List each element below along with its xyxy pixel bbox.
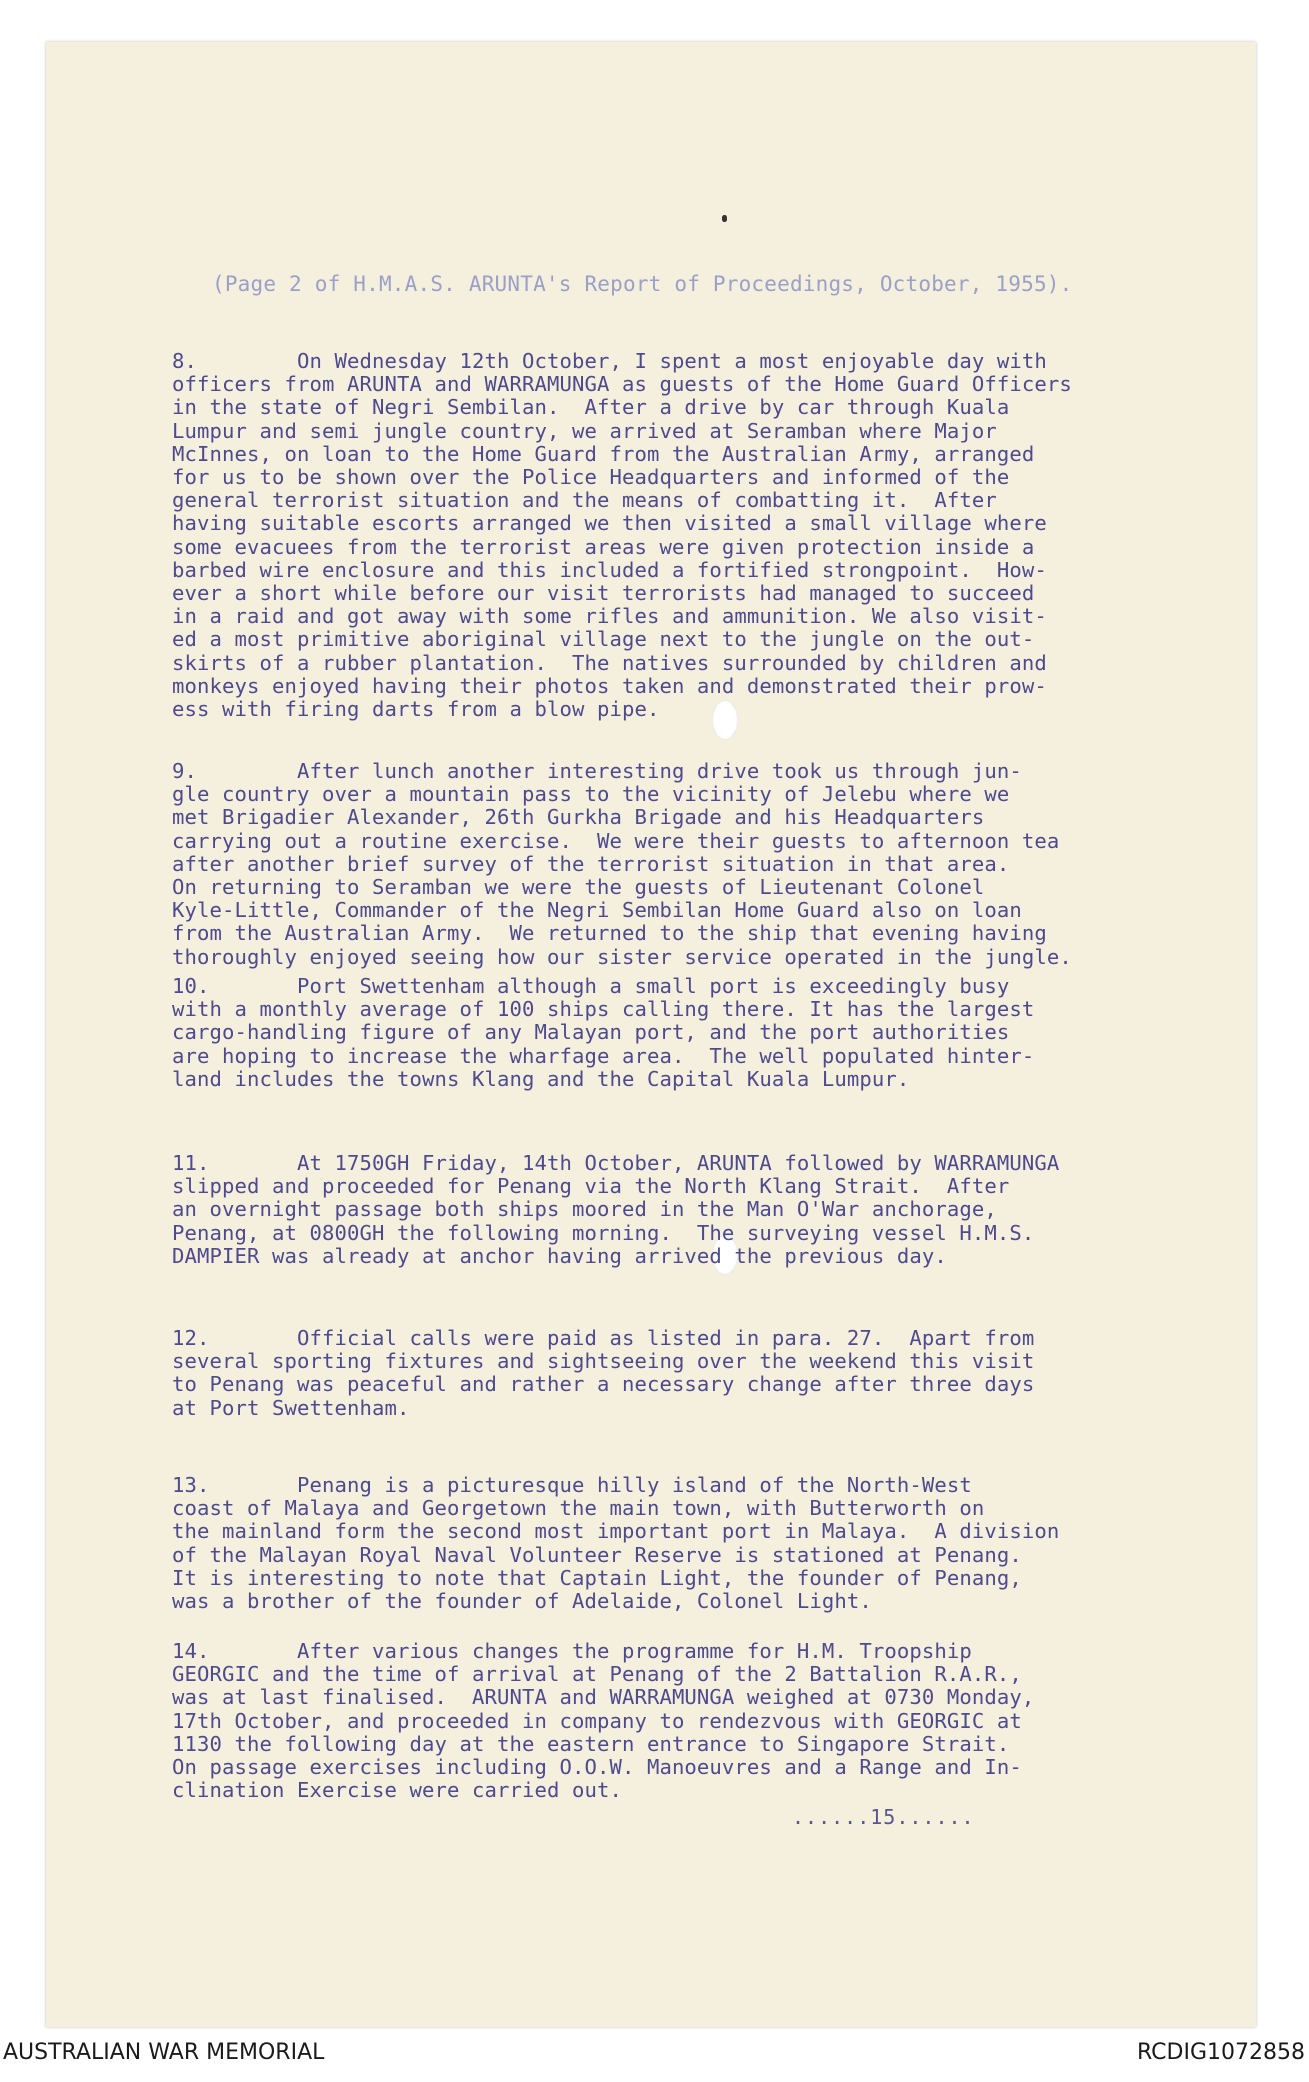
footer-institution: AUSTRALIAN WAR MEMORIAL [3,2040,325,2065]
page-continuation-marker: ......15...... [792,1805,975,1829]
paragraph-11: 11. At 1750GH Friday, 14th October, ARUNTA followed by WARRAMUNGA slipped and proceeded for Penang via the North Klang Strait. After an overnight passage both ships moored in the Man O'War anchorage, Penang, at 0800GH the following morning. The surveying vessel H.M.S. DAMPIER was already at anchor having arrived the previous day. [172,1151,1060,1268]
ink-dot [722,215,727,222]
paragraph-14: 14. After various changes the programme for H.M. Troopship GEORGIC and the time of arrival at Penang of the 2 Battalion R.A.R., was at last finalised. ARUNTA and WARRAMUNGA weighed at 0730 Monday, 17th October, and proceeded in company to rendezvous with GEORGIC at 1130 the following day at the eastern entrance to Singapore Strait. On passage exercises including O.O.W. Manoeuvres and a Range and In- clination Exercise were carried out. [172,1639,1035,1803]
paragraph-13: 13. Penang is a picturesque hilly island of the North-West coast of Malaya and Georgetown the main town, with Butterworth on the mainland form the second most important port in Malaya. A division of the Malayan Royal Naval Volunteer Reserve is stationed at Penang. It is interesting to note that Captain Light, the founder of Penang, was a brother of the founder of Adelaide, Colonel Light. [172,1473,1060,1614]
paragraph-8: 8. On Wednesday 12th October, I spent a most enjoyable day with officers from ARUNTA and WARRAMUNGA as guests of the Home Guard Officers in the state of Negri Sembilan. After a drive by car through Kuala Lumpur and semi jungle country, we arrived at Seramban where Major McInnes, on loan to the Home Guard from the Australian Army, arranged for us to be shown over the Police Headquarters and informed of the general terrorist situation and the means of combatting it. After having suitable escorts arranged we then visited a small village where some evacuees from the terrorist areas were given protection inside a barbed wire enclosure and this included a fortified strongpoint. How- ever a short while before our visit terrorists had managed to succeed in a raid and got away with some rifles and ammunition. We also visit- ed a most primitive aboriginal village next to the jungle on the out- skirts of a rubber plantation. The natives surrounded by children and monkeys enjoyed having their photos taken and demonstrated their prow- ess with firing darts from a blow pipe. [172,349,1072,722]
paragraph-9: 9. After lunch another interesting drive took us through jun- gle country over a mountain pass to the vicinity of Jelebu where we met Brigadier Alexander, 26th Gurkha Brigade and his Headquarters carrying out a routine exercise. We were their guests to afternoon tea after another brief survey of the terrorist situation in that area. On returning to Seramban we were the guests of Lieutenant Colonel Kyle-Little, Commander of the Negri Sembilan Home Guard also on loan from the Australian Army. We returned to the ship that evening having thoroughly enjoyed seeing how our sister service operated in the jungle. [172,759,1072,969]
paragraph-10: 10. Port Swettenham although a small port is exceedingly busy with a monthly average of 100 ships calling there. It has the largest cargo-handling figure of any Malayan port, and the port authorities are hoping to increase the wharfage area. The well populated hinter- land includes the towns Klang and the Capital Kuala Lumpur. [172,974,1035,1091]
footer-record-id: RCDIG1072858 [1136,2040,1305,2065]
paragraph-12: 12. Official calls were paid as listed in para. 27. Apart from several sporting fixtures and sightseeing over the weekend this visit to Penang was peaceful and rather a necessary change after three days at Port Swettenham. [172,1326,1035,1420]
page-header: (Page 2 of H.M.A.S. ARUNTA's Report of Proceedings, October, 1955). [212,272,1073,296]
